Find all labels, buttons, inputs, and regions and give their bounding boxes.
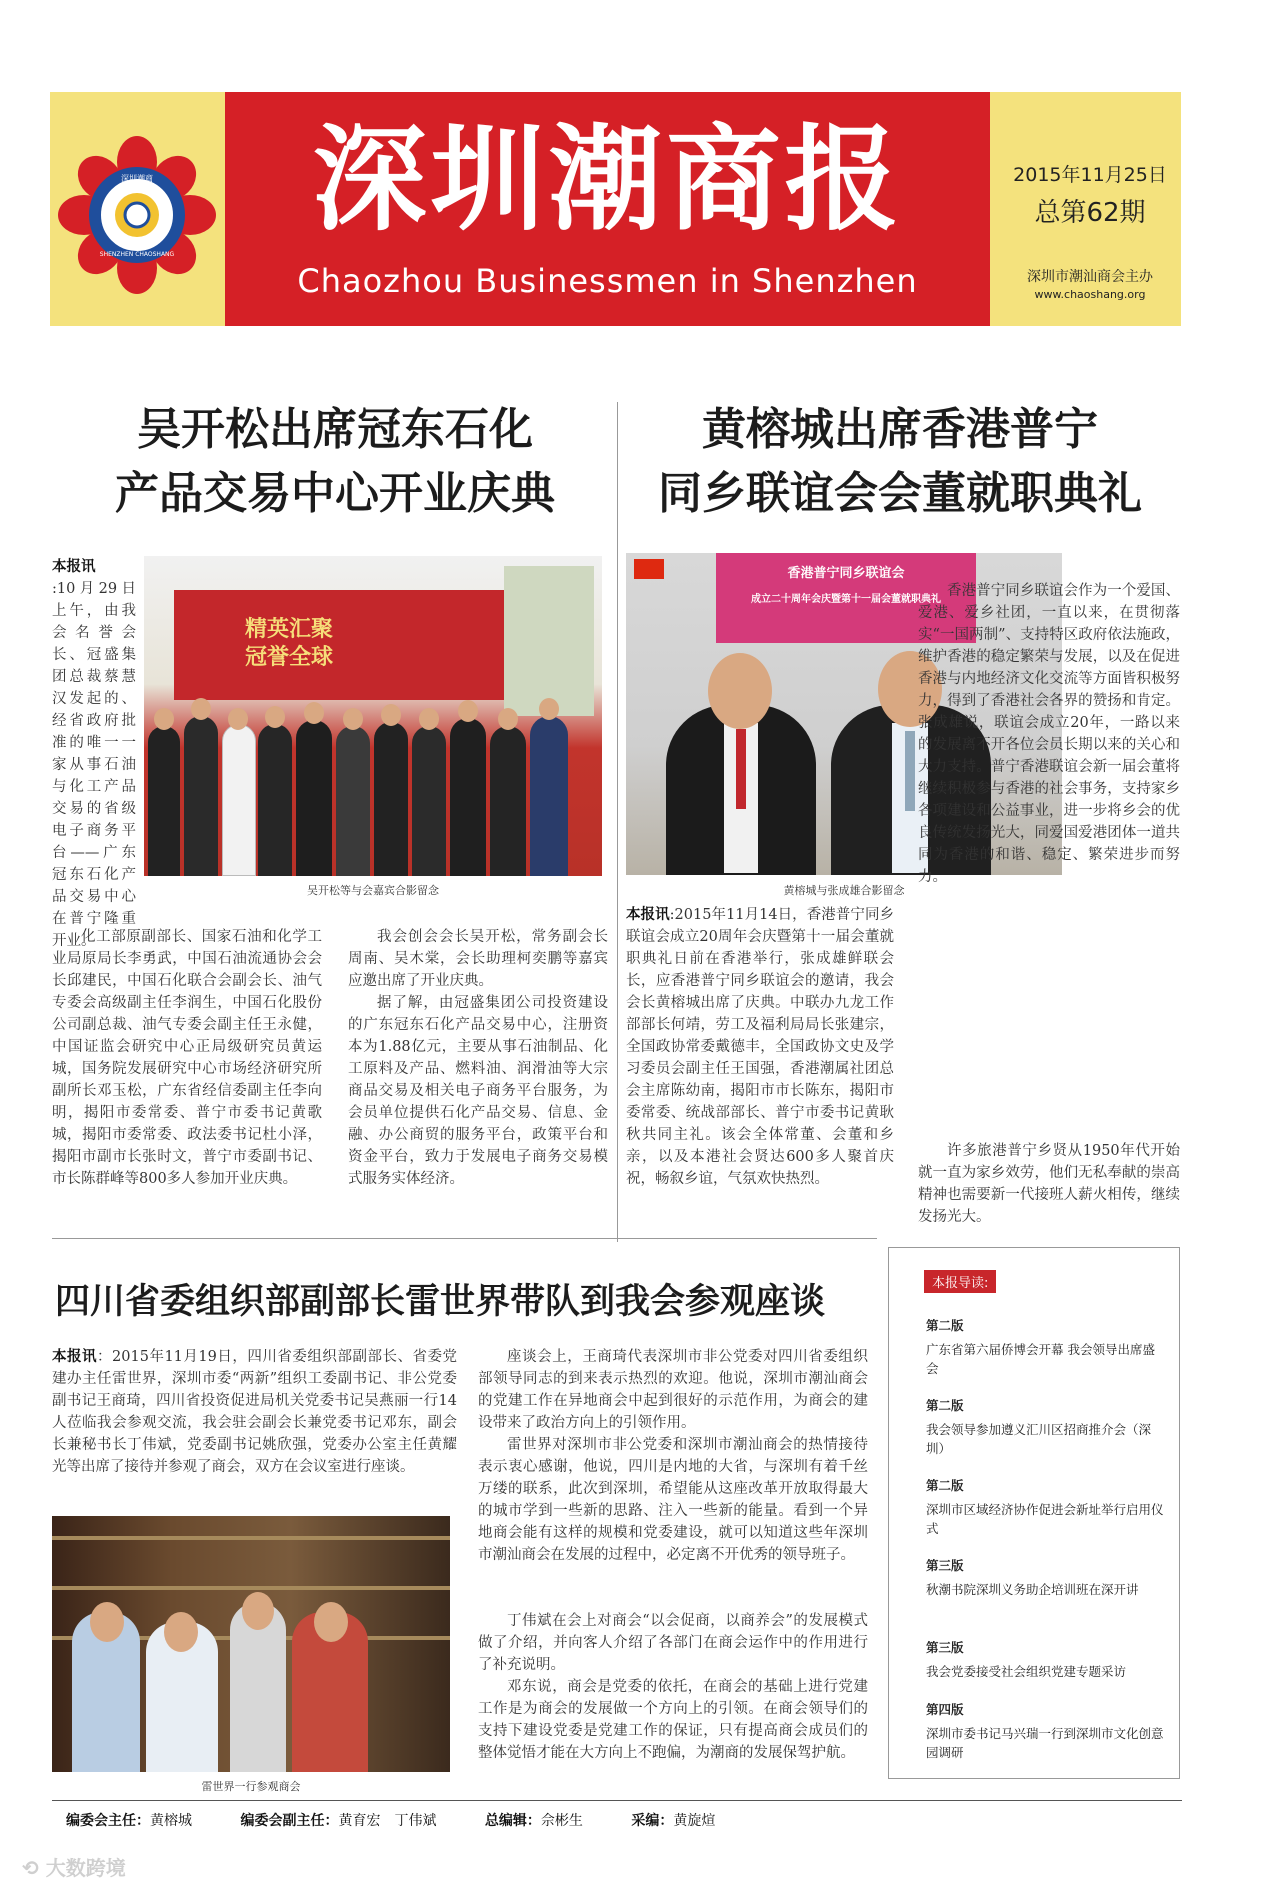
toc-item-section: 第四版 [926,1702,964,1717]
article1-headline [55,398,615,526]
article2-col-a: 香港普宁同乡联谊会作为一个爱国、爱港、爱乡社团，一直以来，在贯彻落实“一国两制”、支持特区政府依法施政，维护香港的稳定繁荣与发展，以及在促进香港与内地经济文化交流等方面皆积极努力，得到了香港社会各界的赞扬和肯定。张成雄说，联谊会成立20年，一路以来的发展离不开各位会员长期以来的关心和大力支持。普宁香港联谊会新一届会董将继续积极参与香港的社会事务，支持家乡各项建设和公益事业，进一步将乡会的优良传统发扬光大，同爱国爱港团体一道共同为香港的和谐、稳定、繁荣进步而努力。 [918,583,1180,885]
article3-para4: 丁伟斌在会上对商会“以会促商，以商养会”的发展模式做了介绍，并向客人介绍了各部门在商会运作中的作用进行了补充说明。 [478,1613,868,1673]
article3-lead [52,1346,457,1508]
issue-number: 总第62期 [1034,198,1146,228]
banner-text-line1: 精英汇聚 [244,617,333,642]
credit-reporter-label: 采编： [631,1813,674,1829]
article3-photo-caption: 雷世界一行参观商会 [201,1780,301,1793]
credit-deputy: 黄育宏 丁伟斌 [338,1813,437,1829]
toc-label: 本报导读: [924,1270,996,1293]
article1-photo [144,556,602,876]
issue-date: 2015年11月25日 [1013,164,1167,186]
backdrop-text-line2: 成立二十周年会庆暨第十一届会董就职典礼 [751,594,941,605]
article3-lead-text: ：2015年11月19日，四川省委组织部副部长、省委党建办主任雷世界，深圳市委“两新”组织工委副书记、非公党委副书记王商琦，四川省投资促进局机关党委书记吴燕丽一行14人莅临我会参观交流，我会驻会副会长兼党委书记邓东，副会长兼秘书长丁伟斌，党委副书记姚欣强，党委办公室主任黄耀光等出席了接待并参观了商会，双方在会议室进行座谈。 [52,1349,457,1475]
credit-reporter: 黄旋煊 [673,1813,716,1829]
article3-lead-label: 本报讯 [52,1348,98,1365]
toc-item-section: 第二版 [926,1478,964,1493]
toc-item-section: 第三版 [926,1640,964,1655]
watermark-text: 大数跨境 [45,1856,126,1880]
credit-editor-label: 总编辑： [484,1813,541,1829]
article2-photo-caption: 黄榕城与张成雄合影留念 [783,884,905,897]
toc-item-section: 第三版 [926,1558,964,1573]
backdrop-text-line1: 香港普宁同乡联谊会 [787,566,905,581]
footer-rule [52,1800,1182,1801]
credit-deputy-label: 编委会副主任： [240,1813,339,1829]
watermark-icon: ⟲ [22,1856,46,1880]
banner-text-line2: 冠誉全球 [244,645,333,670]
paper-subtitle: Chaozhou Businessmen in Shenzhen [297,262,918,300]
article1-para2: 化工部原副部长、国家石油和化学工业局原局长李勇武，中国石油流通协会会长邱建民，中国石化联合会副会长、油气专委会高级副主任李润生，中国石化股份公司副总裁、油气专委会副主任王永健，中国证监会研究中心正局级研究员黄运城，国务院发展研究中心市场经济研究所副所长邓玉松，广东省经信委副主任李向明，揭阳市委常委、普宁市委书记黄歌城，揭阳市委常委、政法委书记杜小泽，揭阳市副市长张时文，普宁市委副书记、市长陈群峰等800多人参加开业庆典。 [52,929,322,1187]
credit-editor: 佘彬生 [540,1813,583,1829]
article1-lead-text: :10月29日上午，由我会名誉会长、冠盛集团总裁蔡慧汉发起的、经省政府批准的唯一一家从事石油与化工产品交易的省级电子商务平台——广东冠东石化产品交易中心在普宁隆重开业。 [52,581,136,949]
flag [634,559,664,579]
article1-lead-label: 本报讯 [52,558,96,575]
publisher: 深圳市潮汕商会主办 [1027,269,1153,285]
paper-title: 深圳潮商报 [312,112,903,246]
article2-headline-line2: 同乡联谊会会董就职典礼 [658,468,1142,519]
article3-para3: 雷世界对深圳市非公党委和深圳市潮汕商会的热情接待表示衷心感谢，他说，四川是内地的大省，与深圳有着千丝万缕的联系，此次到深圳，希望能从这座改革开放取得最大的城市学到一些新的思路、注入一些新的能量。看到一个异地商会能有这样的规模和党委建设，就可以知道这些年深圳市潮汕商会在发展的过程中，必定离不开优秀的领导班子。 [478,1437,868,1563]
article2-lead-text: :2015年11月14日，香港普宁同乡联谊会成立20周年会庆暨第十一届会董就职典礼日前在香港举行，张成雄鲜联会长，应香港普宁同乡联谊会的邀请，我会会长黄榕城出席了庆典。中联办九龙工作部部长何靖，劳工及福利局局长张建宗，全国政协常委戴德丰，全国政协文史及学习委员会副主任王国强，香港潮属社团总会主席陈幼南，揭阳市市长陈东，揭阳市委常委、统战部部长、普宁市委书记黄耿秋共同主礼。该会全体常董、会董和乡亲，以及本港社会贤达600多人聚首庆祝，畅叙乡谊，气氛欢快热烈。 [626,907,895,1187]
logo-text-en: SHENZHEN CHAOSHANG [99,251,175,258]
article2-lead [626,904,894,1232]
toc-item-link[interactable]: 秋潮书院深圳义务助企培训班在深开讲 [926,1582,1139,1597]
section-divider [52,1238,877,1239]
column-divider [617,402,618,1242]
article2-para3: 许多旅港普宁乡贤从1950年代开始就一直为家乡效劳，他们无私奉献的崇高精神也需要新一代接班人薪火相传，继续发扬光大。 [918,1143,1180,1225]
toc-item-link[interactable]: 我会党委接受社会组织党建专题采访 [926,1664,1127,1679]
website-link[interactable]: www.chaoshang.org [1034,288,1146,301]
article3-para2: 座谈会上，王商琦代表深圳市非公党委对四川省委组织部领导同志的到来表示热烈的欢迎。他说，深圳市潮汕商会的党建工作在异地商会中起到很好的示范作用，为商会的建设带来了政治方向上的引领作用。 [478,1349,868,1431]
article3-para5: 邓东说，商会是党委的依托，在商会的基础上进行党建工作是为商会的发展做一个方向上的引领。在商会领导们的支持下建设党委是党建工作的保证，只有提高商会成员们的整体觉悟才能在大方向上不跑偏，为潮商的发展保驾护航。 [478,1679,868,1761]
toc-item-link[interactable]: 深圳市区域经济协作促进会新址举行启用仪式 [926,1502,1164,1536]
article3-photo [52,1516,450,1772]
toc-item-link[interactable]: 深圳市委书记马兴瑞一行到深圳市文化创意园调研 [926,1726,1164,1760]
article1-headline-line2: 产品交易中心开业庆典 [115,468,555,519]
article1-para4: 据了解，由冠盛集团公司投资建设的广东冠东石化产品交易中心，注册资本为1.88亿元，主要从事石油制品、化工原料及产品、燃料油、润滑油等大宗商品交易及相关电子商务平台服务，为会员单位提供石化产品交易、信息、金融、办公商贸的服务平台，政策平台和资金平台，致力于发展电子商务交易模式服务实体经济。 [348,995,608,1187]
toc-item-section: 第二版 [926,1398,964,1413]
article1-para3: 我会创会会长吴开松，常务副会长周南、吴木棠，会长助理柯奕鹏等嘉宾应邀出席了开业庆典。 [348,929,608,989]
toc-item-section: 第二版 [926,1318,964,1333]
credit-chief: 黄榕城 [150,1813,192,1829]
article2-headline-line1: 黄榕城出席香港普宁 [702,404,1098,455]
watermark [22,1852,126,1881]
editorial-credits [66,1810,1166,1830]
credit-chief-label: 编委会主任： [66,1813,150,1829]
article1-headline-line1: 吴开松出席冠东石化 [137,404,533,455]
logo-text-cn: 深圳潮商 [121,174,153,183]
chamber-logo [62,140,212,290]
article2-lead-label: 本报讯 [626,906,670,923]
article1-photo-caption: 吴开松等与会嘉宾合影留念 [307,884,439,897]
article1-lead [52,556,136,949]
article2-headline [620,398,1180,526]
toc-item-link[interactable]: 广东省第六届侨博会开幕 我会领导出席盛会 [926,1342,1155,1376]
article3-headline: 四川省委组织部副部长雷世界带队到我会参观座谈 [55,1282,826,1322]
toc-item-link[interactable]: 我会领导参加遵义汇川区招商推介会（深圳） [926,1422,1152,1456]
